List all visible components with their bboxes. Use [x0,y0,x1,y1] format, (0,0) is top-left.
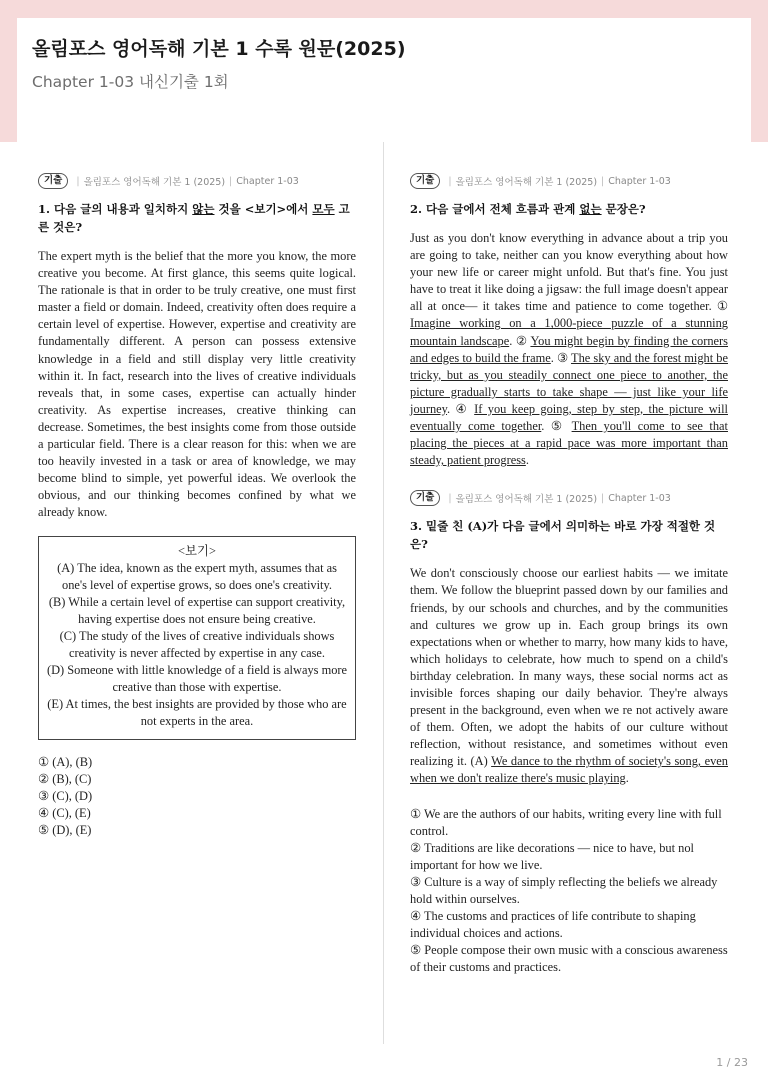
sentence-4: If you keep going, step by step, the picture will eventually come together [410,401,728,434]
answer-option[interactable]: ④ (C), (E) [38,805,91,820]
chapter-name: Chapter 1-03 [608,492,671,504]
answer-option[interactable]: ③ Culture is a way of simply reflecting the beliefs we already hold within ourselves. [410,874,718,906]
book-name: 올림포스 영어독해 기본 1 (2025) [455,177,598,188]
passage-text: The expert myth is the belief that the more you know, the more creative you become. At first glance, this seems quite logical. The rationale is that in order to be truly creative, one must first master a field or domain. Indeed, creativity often does require a certain level of expertise. However, expertise and creativity are fundamentally different. A person can possess extensive knowledge in a field and still display very little creativity within it. In fact, research into the lives of creative individuals reveals that, in some cases, expertise can actually hinder creativity. As expertise increases, creative thinking can decrease. Sometimes, the best insights come from those outside a particular field. There is a clear reason for this: when we are too heavily invested in a task or area of knowledge, we may become blind to simple, yet powerful ideas. We overlook the obvious, and our thinking becomes confined by what we already know. [38,249,356,520]
question-3 [410,489,728,976]
sentence-2: You might begin by finding the corners and edges to build the frame [410,333,728,365]
passage-text: We don't consciously choose our earliest habits — we imitate them. We follow the blueprint passed down by our families and friends, by our schools and churches, and by the communities and cultures we grow up in. Each group brings its own expectations when or whether to marry, how many kids to have, which holidays to celebrate, how much to spend on a child's birthday celebration. In many ways, these social norms act as invisible forces shaping our daily behavior. They're always present in the background, even when we re not actively aware of them. Often, we adopt the habits of our culture without reflection, without resistance, and sometimes without even realizing it. (A) We dance to the rhythm of society's song, even when we don't realize there's music playing. [410,566,728,786]
document-title: 올림포스 영어독해 기본 1 수록 원문(2025) [32,38,406,60]
left-column [38,172,356,855]
question-2 [410,172,728,469]
right-column [410,172,728,992]
question-title: 3. 밑줄 친 (A)가 다음 글에서 의미하는 바로 가장 적절한 것은? [410,519,716,552]
answer-option[interactable]: ① We are the authors of our habits, writing every line with full control. [410,806,722,838]
sentence-5: Then you'll come to see that placing the pieces at a rapid pace was more important than steady, patient progress [410,419,728,468]
chapter-name: Chapter 1-03 [236,175,299,187]
column-divider [383,142,384,1044]
document-subtitle: Chapter 1-03 내신기출 1회 [32,73,229,91]
question-meta: 기출 | 올림포스 영어독해 기본 1 (2025) | Chapter 1-03 [410,489,728,507]
answer-option[interactable]: ⑤ People compose their own music with a conscious awareness of their customs and practices. [410,943,728,975]
bogi-item: (A) The idea, known as the expert myth, assumes that as one's level of expertise grows, so does one's creativity. [57,560,337,592]
answer-option[interactable]: ① (A), (B) [38,754,93,769]
page-number: 1 / 23 [716,1056,748,1069]
answer-options [38,754,356,839]
bogi-item: (D) Someone with little knowledge of a field is always more creative than those with expertise. [46,663,348,695]
underlined-phrase: We dance to the rhythm of society's song, even when we don't realize there's music playing [410,754,728,786]
bogi-box [38,536,356,740]
answer-option[interactable]: ③ (C), (D) [38,788,93,803]
question-meta: 기출 | 올림포스 영어독해 기본 1 (2025) | Chapter 1-03 [38,172,356,190]
bogi-item: (C) The study of the lives of creative individuals shows creativity is never affected by expertise in any case. [59,628,335,661]
question-1 [38,172,356,839]
sentence-1: Imagine working on a 1,000-piece puzzle of a stunning mountain landscape [410,316,728,348]
answer-option[interactable]: ⑤ (D), (E) [38,822,92,837]
bogi-title: <보기> [178,543,216,558]
exam-tag: 기출 [410,490,440,506]
exam-tag: 기출 [38,173,68,189]
exam-tag: 기출 [410,173,440,189]
chapter-name: Chapter 1-03 [608,175,671,187]
answer-option[interactable]: ② Traditions are like decorations — nice to have, but nol important for how we live. [410,840,694,872]
answer-option[interactable]: ② (B), (C) [38,771,92,786]
book-name: 올림포스 영어독해 기본 1 (2025) [455,494,598,506]
answer-options [410,806,728,977]
question-meta: 기출 | 올림포스 영어독해 기본 1 (2025) | Chapter 1-03 [410,172,728,190]
question-title: 1. 다음 글의 내용과 일치하지 않는 것을 <보기>에서 모두 고른 것은? [38,202,350,234]
bogi-item: (B) While a certain level of expertise can support creativity, having expertise does not ensure being creative. [48,594,346,626]
bogi-item: (E) At times, the best insights are provided by those who are not experts in the area. [47,697,347,729]
passage-text: Just as you don't know everything in advance about a trip you are going to take, neither can you know everything about how your new life or career might unfold. But that's fine. You just have to treat it like doing a jigsaw: the full image doesn't appear all at once— it takes time and patience to come together. ① Imagine working on a 1,000-piece puzzle of a stunning mountain landscape. ② You might begin by finding the corners and edges to build the frame. ③ The sky and the forest might be tricky, but as you steadily connect one piece to another, the picture gradually starts to take shape — just like your life journey. ④ If you keep going, step by step, the picture will eventually come together. ⑤ Then you'll come to see that placing the pieces at a rapid pace was more important than steady, patient progress. [410,231,728,468]
book-name: 올림포스 영어독해 기본 1 (2025) [83,177,226,188]
sentence-3: The sky and the forest might be tricky, but as you steadily connect one piece to another, the picture gradually starts to take shape — just like your life journey [410,350,728,416]
question-title: 2. 다음 글에서 전체 흐름과 관계 없는 문장은? [410,202,646,216]
answer-option[interactable]: ④ The customs and practices of life contribute to shaping individual choices and actions. [410,909,696,941]
